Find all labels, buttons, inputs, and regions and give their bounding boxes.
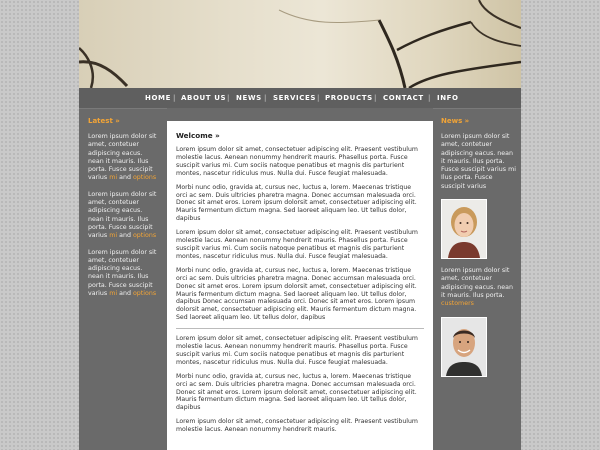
nav-contact[interactable]: CONTACT (383, 94, 424, 102)
nav-services[interactable]: SERVICES (273, 94, 316, 102)
news-item (441, 267, 516, 308)
news-link-customers[interactable]: customers (441, 300, 474, 308)
page-title: Welcome » (176, 131, 220, 140)
latest-item-text: and (117, 290, 133, 298)
latest-link-mi[interactable]: mi (109, 290, 118, 298)
news-heading: News » (441, 117, 470, 125)
nav-info[interactable]: INFO (437, 94, 459, 102)
latest-sidebar (88, 117, 160, 306)
nav-separator: | (374, 94, 377, 102)
content-paragraph: Lorem ipsum dolor sit amet, consectetuer adipiscing elit. Praesent vestibulum molestie lacus. Aenean nonummy hendrerit mauris. Phasellus porta. Fusce suscipit varius mi. Cum sociis natoque penatibus et magnis dis parturient montes, nascetur ridiculus mus. Nulla dui. Fusce feugiat malesuada. (176, 229, 418, 260)
content-paragraph: Morbi nunc odio, gravida at, cursus nec, luctus a, lorem. Maecenas tristique orci ac sem. Duis ultricies pharetra magna. Donec accumsan malesuada orci. Donec sit amet eros. Lorem ipsum dolorsit amet, consectetuer adipiscing elit. Mauris fermentum dictum magna. Sed laoreet aliquam leo. Ut tellus dolor, dapibus Donec accumsan malesuada orci. Donec sit amet eros. Lorem ipsum dolorsit amet, consectetuer adipiscing elit. Mauris fermentum dictum magna. Sed laoreet aliquam leo. Ut tellus dolor, dapibus (176, 266, 417, 322)
latest-link-options[interactable]: options (132, 232, 157, 240)
header-banner-image (79, 0, 521, 88)
main-navigation (79, 88, 521, 109)
woman-portrait-photo[interactable] (441, 199, 487, 259)
latest-link-options[interactable]: options (132, 290, 157, 298)
woman-avatar-icon (442, 200, 486, 258)
latest-item (88, 133, 160, 183)
page-container (79, 0, 521, 450)
news-item: Lorem ipsum dolor sit amet, contetuer adipiscing eacus. nean it mauris. Ilus porta. Fusce suscipit varius mi Ilus porta. Fusce suscipit varius (441, 133, 516, 190)
nav-news[interactable]: NEWS (236, 94, 262, 102)
content-paragraph: Morbi nunc odio, gravida at, cursus nec, luctus a, lorem. Maecenas tristique orci ac sem. Duis ultricies pharetra magna. Donec accumsan malesuada orci. Donec sit amet eros. Lorem ipsum dolorsit amet, consectetuer adipiscing elit. Mauris fermentum dictum magna. Sed laoreet aliquam leo. Ut tellus dolor, dapibus (176, 183, 417, 223)
latest-item-text: and (117, 232, 133, 240)
latest-heading: Latest » (88, 117, 120, 125)
latest-item (88, 249, 160, 299)
latest-item (88, 191, 160, 241)
man-avatar-icon (442, 318, 486, 376)
nav-about-us[interactable]: ABOUT US (181, 94, 227, 102)
nav-products[interactable]: PRODUCTS (325, 94, 373, 102)
nav-home[interactable]: HOME (145, 94, 171, 102)
content-paragraph: Morbi nunc odio, gravida at, cursus nec, luctus a, lorem. Maecenas tristique orci ac sem. Duis ultricies pharetra magna. Donec accumsan malesuada orci. Donec sit amet eros. Lorem ipsum dolorsit amet, consectetuer adipiscing elit. Mauris fermentum dictum magna. Sed laoreet aliquam leo. Ut tellus dolor, dapibus (176, 372, 417, 412)
latest-link-mi[interactable]: mi (109, 174, 118, 182)
news-sidebar (441, 117, 516, 385)
latest-item-text: Lorem ipsum dolor sit amet, contetuer adipiscing eacus. nean it mauris. Ilus porta. Fusce suscipit varius (88, 248, 157, 298)
content-paragraph: Lorem ipsum dolor sit amet, consectetuer adipiscing elit. Praesent vestibulum molestie lacus. Aenean nonummy hendrerit mauris. Phasellus porta. Fusce suscipit varius mi. Cum sociis natoque penatibus et magnis dis parturient montes, nascetur ridiculus mus. Nulla dui. Fusce feugiat malesuada. (176, 146, 418, 177)
content-paragraph: Lorem ipsum dolor sit amet, consectetuer adipiscing elit. Praesent vestibulum molestie lacus. Aenean nonummy hendrerit mauris. Phasellus porta. Fusce suscipit varius mi. Cum sociis natoque penatibus et magnis dis parturient montes, nascetur ridiculus mus. Nulla dui. Fusce feugiat malesuada. (176, 335, 418, 366)
latest-item-text: Lorem ipsum dolor sit amet, contetuer adipiscing eacus. nean it mauris. Ilus porta. Fusce suscipit varius (88, 133, 157, 182)
latest-item-text: Lorem ipsum dolor sit amet, contetuer adipiscing eacus. nean it mauris. Ilus porta. Fusce suscipit varius (88, 190, 157, 240)
cracked-earth-illustration (79, 0, 521, 88)
nav-separator: | (428, 94, 431, 102)
content-divider (176, 328, 424, 329)
content-paragraph: Lorem ipsum dolor sit amet, consectetuer adipiscing elit. Praesent vestibulum molestie lacus. Aenean nonummy hendrerit mauris. (176, 418, 418, 434)
man-portrait-photo[interactable] (441, 317, 487, 377)
news-item-text: Lorem ipsum dolor sit amet, contetuer adipiscing eacus. nean it mauris. Ilus porta. (441, 267, 514, 299)
latest-link-mi[interactable]: mi (109, 232, 118, 240)
main-content (167, 108, 433, 450)
nav-separator: | (227, 94, 230, 102)
nav-separator: | (264, 94, 267, 102)
nav-separator: | (173, 94, 176, 102)
nav-separator: | (317, 94, 320, 102)
latest-item-text: and (117, 174, 133, 182)
latest-link-options[interactable]: options (132, 174, 157, 182)
